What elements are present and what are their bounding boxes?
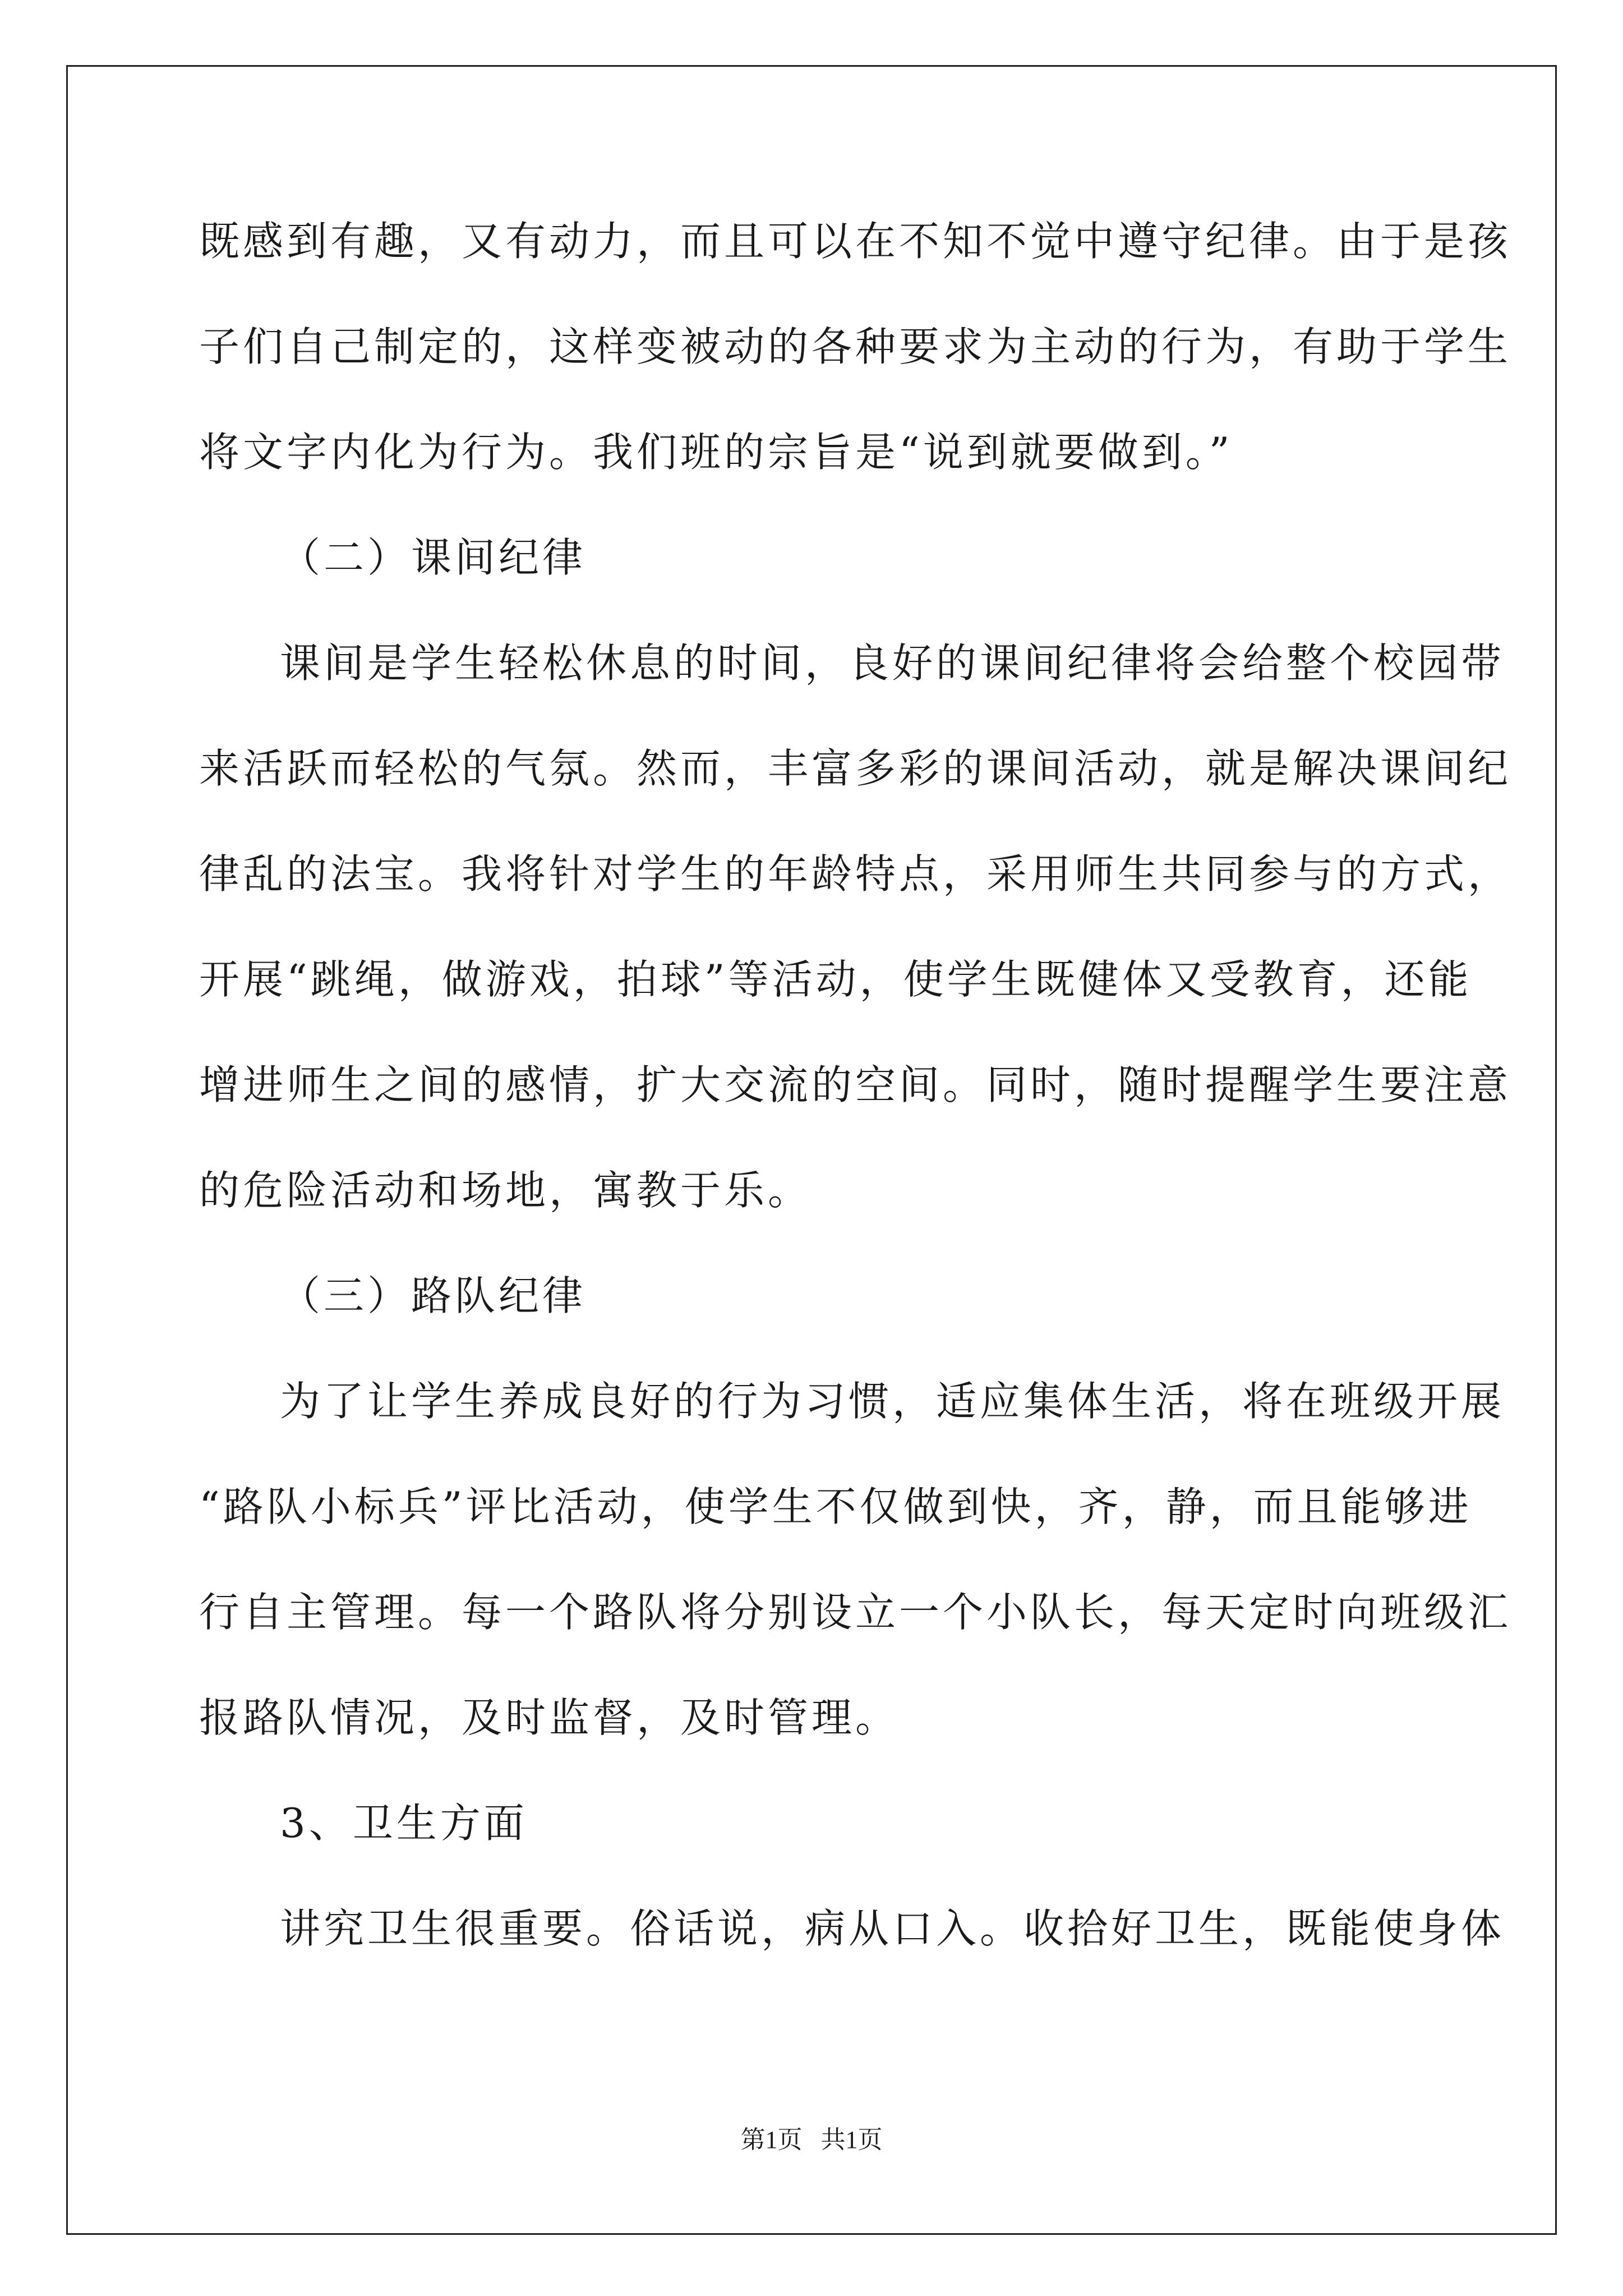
text-line: “路队小标兵”评比活动，使学生不仅做到快，齐，静，而且能够进 bbox=[199, 1483, 1472, 1530]
text-line: 报路队情况，及时监督，及时管理。 bbox=[199, 1694, 900, 1741]
section-heading: （二）课间纪律 bbox=[280, 534, 587, 581]
text-line: 课间是学生轻松休息的时间，良好的课间纪律将会给整个校园带 bbox=[280, 639, 1505, 687]
section-heading: （三）路队纪律 bbox=[280, 1272, 587, 1319]
text-line: 的危险活动和场地，寓教于乐。 bbox=[199, 1167, 812, 1214]
text-line: 为了让学生养成良好的行为习惯，适应集体生活，将在班级开展 bbox=[280, 1378, 1505, 1425]
text-line: 讲究卫生很重要。俗话说，病从口入。收拾好卫生，既能使身体 bbox=[280, 1905, 1505, 1952]
text-line: 律乱的法宝。我将针对学生的年龄特点，采用师生共同参与的方式， bbox=[199, 850, 1512, 898]
section-heading: 3、卫生方面 bbox=[280, 1800, 528, 1847]
text-line: 行自主管理。每一个路队将分别设立一个小队长，每天定时向班级汇 bbox=[199, 1589, 1512, 1636]
text-line: 既感到有趣，又有动力，而且可以在不知不觉中遵守纪律。由于是孩 bbox=[199, 218, 1512, 265]
text-line: 开展“跳绳，做游戏，拍球”等活动，使学生既健体又受教育，还能 bbox=[199, 956, 1472, 1003]
text-line: 增进师生之间的感情，扩大交流的空间。同时，随时提醒学生要注意 bbox=[199, 1061, 1512, 1108]
text-line: 来活跃而轻松的气氛。然而，丰富多彩的课间活动，就是解决课间纪 bbox=[199, 745, 1512, 792]
page-number-footer: 第1页 共1页 bbox=[740, 2126, 883, 2154]
text-line: 子们自己制定的，这样变被动的各种要求为主动的行为，有助于学生 bbox=[199, 323, 1512, 370]
text-line: 将文字内化为行为。我们班的宗旨是“说到就要做到。” bbox=[199, 429, 1233, 476]
